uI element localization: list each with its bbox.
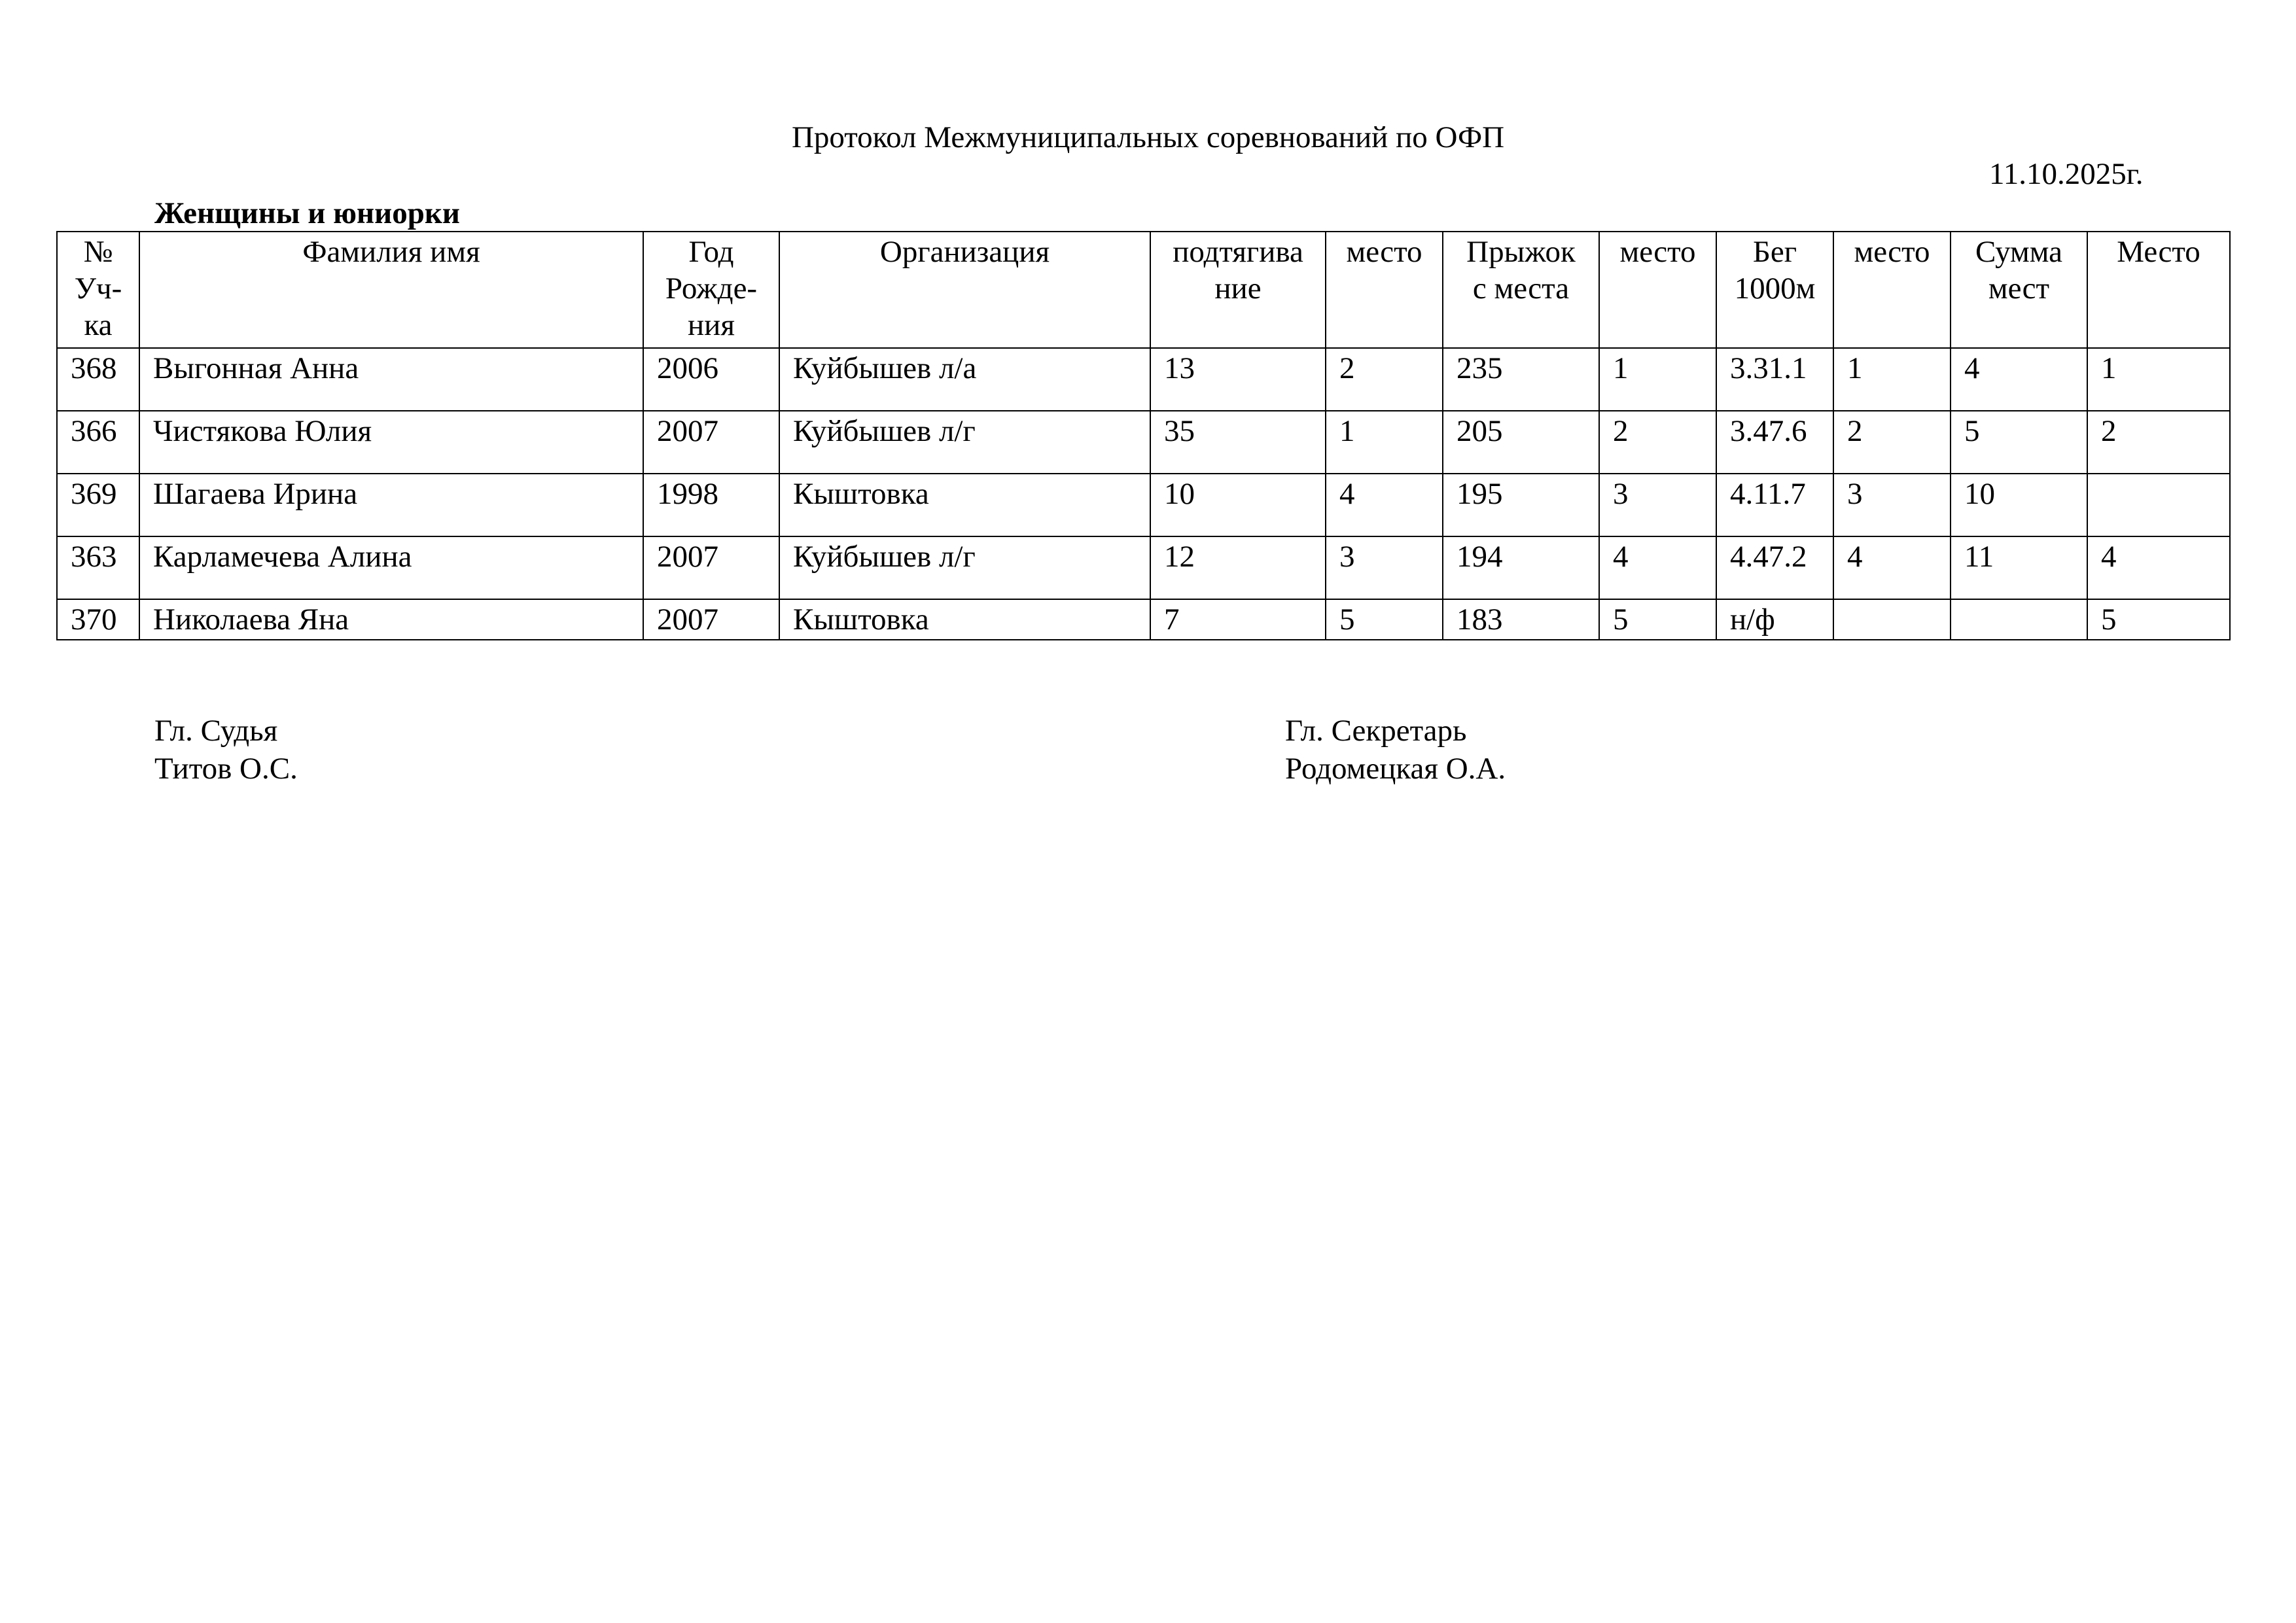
cell-pullups-place: 5 [1326, 599, 1443, 640]
cell-name: Выгонная Анна [139, 348, 643, 411]
document-date: 11.10.2025г. [1989, 157, 2144, 191]
cell-run-place [1833, 599, 1951, 640]
cell-organization: Куйбышев л/г [779, 536, 1150, 599]
judge-name: Титов О.С. [154, 752, 298, 786]
cell-final-place: 5 [2087, 599, 2230, 640]
judge-title: Гл. Судья [154, 714, 278, 748]
cell-final-place: 2 [2087, 411, 2230, 474]
cell-places-sum: 5 [1951, 411, 2087, 474]
cell-birth-year: 2007 [643, 599, 779, 640]
cell-number: 366 [57, 411, 139, 474]
table-row [57, 536, 2230, 599]
cell-run-place: 2 [1833, 411, 1951, 474]
cell-final-place [2087, 474, 2230, 536]
cell-long-jump-place: 1 [1599, 348, 1716, 411]
cell-run-place: 3 [1833, 474, 1951, 536]
cell-number: 370 [57, 599, 139, 640]
col-header-run-place: место [1833, 232, 1951, 348]
col-header-name: Фамилия имя [139, 232, 643, 348]
table-row [57, 474, 2230, 536]
cell-pullups-place: 3 [1326, 536, 1443, 599]
col-header-birth-year: Год Рожде- ния [643, 232, 779, 348]
cell-pullups-place: 4 [1326, 474, 1443, 536]
cell-long-jump: 235 [1443, 348, 1599, 411]
cell-long-jump-place: 2 [1599, 411, 1716, 474]
cell-run-1000m: 4.11.7 [1716, 474, 1833, 536]
col-header-long-jump-place: место [1599, 232, 1716, 348]
col-header-long-jump: Прыжок с места [1443, 232, 1599, 348]
cell-organization: Кыштовка [779, 474, 1150, 536]
cell-birth-year: 2007 [643, 536, 779, 599]
cell-long-jump: 183 [1443, 599, 1599, 640]
cell-long-jump-place: 4 [1599, 536, 1716, 599]
secretary-title: Гл. Секретарь [1285, 714, 1467, 748]
cell-places-sum: 10 [1951, 474, 2087, 536]
cell-places-sum: 4 [1951, 348, 2087, 411]
cell-run-place: 1 [1833, 348, 1951, 411]
cell-pullups: 35 [1150, 411, 1326, 474]
col-header-run-1000m: Бег 1000м [1716, 232, 1833, 348]
cell-run-1000m: 4.47.2 [1716, 536, 1833, 599]
cell-number: 368 [57, 348, 139, 411]
cell-organization: Куйбышев л/г [779, 411, 1150, 474]
col-header-organization: Организация [779, 232, 1150, 348]
cell-long-jump: 205 [1443, 411, 1599, 474]
cell-name: Чистякова Юлия [139, 411, 643, 474]
cell-long-jump-place: 3 [1599, 474, 1716, 536]
results-table [56, 231, 2231, 640]
section-heading: Женщины и юниорки [154, 196, 461, 230]
col-header-pullups: подтягива ние [1150, 232, 1326, 348]
cell-organization: Кыштовка [779, 599, 1150, 640]
cell-places-sum: 11 [1951, 536, 2087, 599]
cell-number: 369 [57, 474, 139, 536]
cell-name: Николаева Яна [139, 599, 643, 640]
cell-birth-year: 2007 [643, 411, 779, 474]
cell-run-1000m: н/ф [1716, 599, 1833, 640]
cell-run-1000m: 3.31.1 [1716, 348, 1833, 411]
cell-pullups: 10 [1150, 474, 1326, 536]
cell-birth-year: 1998 [643, 474, 779, 536]
col-header-final-place: Место [2087, 232, 2230, 348]
col-header-pullups-place: место [1326, 232, 1443, 348]
secretary-name: Родомецкая О.А. [1285, 752, 1506, 786]
cell-pullups: 13 [1150, 348, 1326, 411]
table-row [57, 599, 2230, 640]
cell-number: 363 [57, 536, 139, 599]
cell-long-jump: 194 [1443, 536, 1599, 599]
cell-run-place: 4 [1833, 536, 1951, 599]
document-title: Протокол Межмуниципальных соревнований по ОФП [791, 120, 1505, 154]
table-header-row [57, 232, 2230, 348]
cell-pullups: 12 [1150, 536, 1326, 599]
cell-name: Карламечева Алина [139, 536, 643, 599]
cell-long-jump-place: 5 [1599, 599, 1716, 640]
cell-birth-year: 2006 [643, 348, 779, 411]
cell-final-place: 4 [2087, 536, 2230, 599]
cell-pullups-place: 1 [1326, 411, 1443, 474]
col-header-places-sum: Сумма мест [1951, 232, 2087, 348]
cell-run-1000m: 3.47.6 [1716, 411, 1833, 474]
table-row [57, 348, 2230, 411]
col-header-number: № Уч- ка [57, 232, 139, 348]
cell-name: Шагаева Ирина [139, 474, 643, 536]
cell-long-jump: 195 [1443, 474, 1599, 536]
cell-organization: Куйбышев л/а [779, 348, 1150, 411]
table-row [57, 411, 2230, 474]
cell-final-place: 1 [2087, 348, 2230, 411]
cell-pullups: 7 [1150, 599, 1326, 640]
cell-pullups-place: 2 [1326, 348, 1443, 411]
cell-places-sum [1951, 599, 2087, 640]
